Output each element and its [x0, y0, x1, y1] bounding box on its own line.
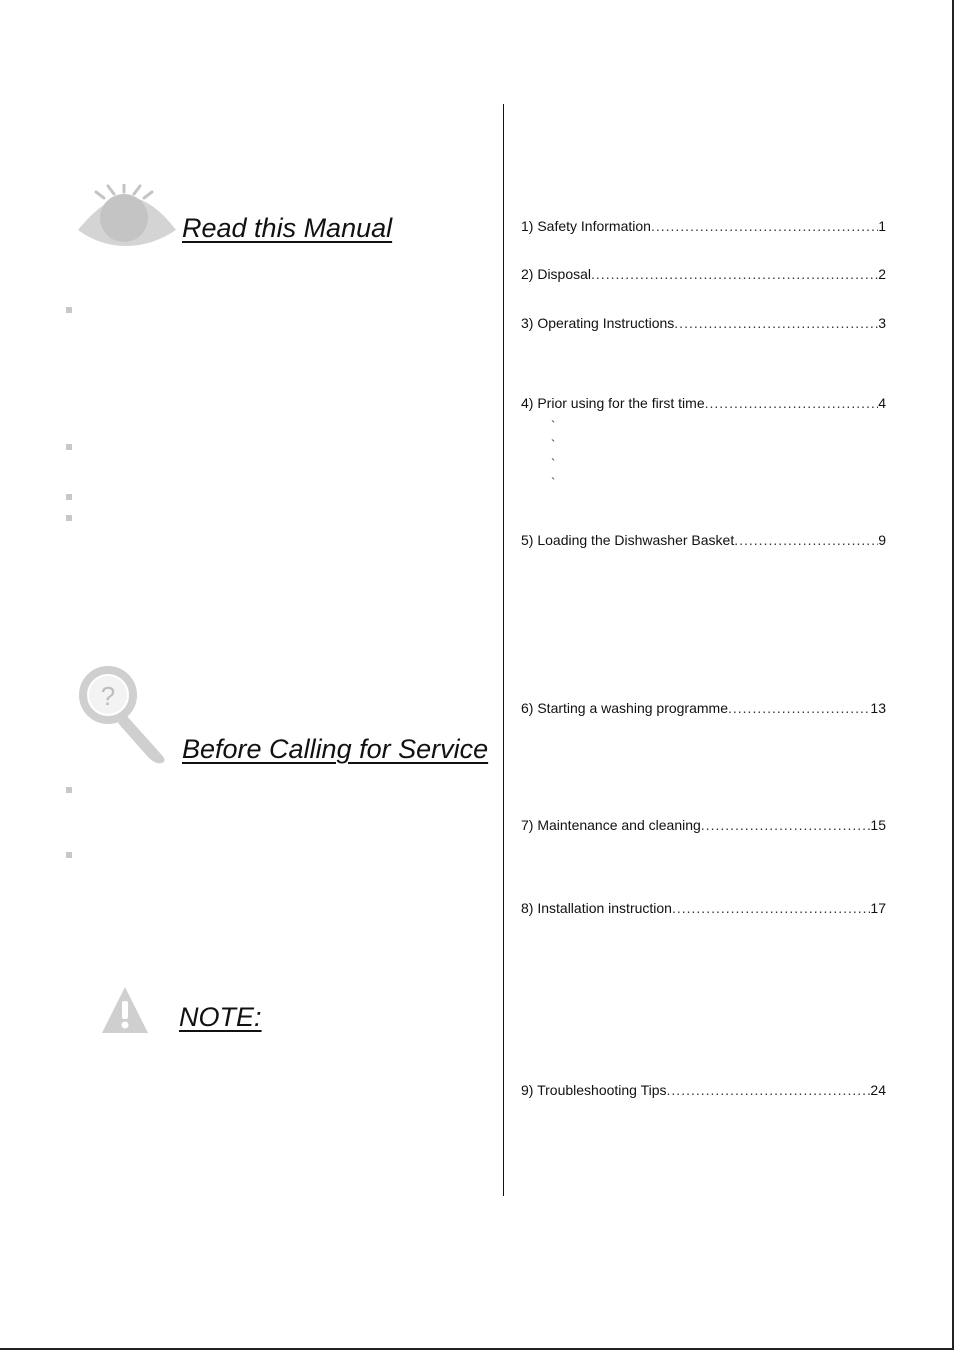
toc-label: 9) Troubleshooting Tips — [521, 1082, 667, 1098]
before-service-heading: Before Calling for Service — [182, 734, 489, 764]
toc-page-number: 1 — [878, 218, 886, 234]
column-divider — [503, 104, 504, 1196]
bullet-marker — [66, 852, 72, 858]
eye-icon — [74, 184, 178, 248]
toc-page-number: 13 — [870, 700, 886, 716]
svg-text:?: ? — [100, 681, 116, 711]
toc-label: 4) Prior using for the first time — [521, 395, 705, 411]
toc-label: 1) Safety Information — [521, 218, 651, 234]
toc-label: 2) Disposal — [521, 266, 592, 282]
toc-leader — [728, 700, 870, 716]
toc-entry-operating-instructions[interactable] — [521, 315, 886, 331]
toc-entry-loading-basket[interactable] — [521, 532, 886, 548]
bullet-marker — [66, 494, 72, 500]
toc-leader — [591, 266, 878, 282]
toc-entry-prior-first-use[interactable] — [521, 395, 886, 411]
subitem-mark: ` — [551, 418, 556, 433]
warning-triangle-icon — [100, 985, 150, 1035]
bullet-marker — [66, 444, 72, 450]
toc-label: 3) Operating Instructions — [521, 315, 675, 331]
bullet-marker — [66, 515, 72, 521]
toc-entry-maintenance[interactable] — [521, 817, 886, 833]
note-heading: NOTE: — [179, 1002, 262, 1032]
toc-page-number: 24 — [870, 1082, 886, 1098]
bullet-marker — [66, 307, 72, 313]
toc-leader — [701, 817, 871, 833]
toc-entry-safety-information[interactable] — [521, 218, 886, 234]
toc-entry-disposal[interactable] — [521, 266, 886, 282]
toc-leader — [705, 395, 879, 411]
read-manual-heading: Read this Manual — [182, 213, 393, 243]
magnifier-question-icon — [78, 665, 172, 765]
toc-label: 6) Starting a washing programme — [521, 700, 728, 716]
toc-entry-troubleshooting[interactable] — [521, 1082, 886, 1098]
toc-page-number: 4 — [878, 395, 886, 411]
toc-page-number: 2 — [878, 266, 886, 282]
subitem-mark: ` — [551, 437, 556, 452]
toc-entry-starting-programme[interactable] — [521, 700, 886, 716]
toc-leader — [651, 218, 878, 234]
toc-page-number: 17 — [870, 900, 886, 916]
toc-page-number: 9 — [878, 532, 886, 548]
toc-page-number: 15 — [870, 817, 886, 833]
toc-leader — [734, 532, 878, 548]
toc-entry-installation[interactable] — [521, 900, 886, 916]
toc-label: 5) Loading the Dishwasher Basket — [521, 532, 735, 548]
toc-label: 7) Maintenance and cleaning — [521, 817, 701, 833]
toc-page-number: 3 — [878, 315, 886, 331]
toc-label: 8) Installation instruction — [521, 900, 672, 916]
bullet-marker — [66, 787, 72, 793]
toc-leader — [667, 1082, 871, 1098]
toc-leader — [672, 900, 870, 916]
toc-leader — [674, 315, 878, 331]
subitem-mark: ` — [551, 475, 556, 490]
subitem-mark: ` — [551, 456, 556, 471]
